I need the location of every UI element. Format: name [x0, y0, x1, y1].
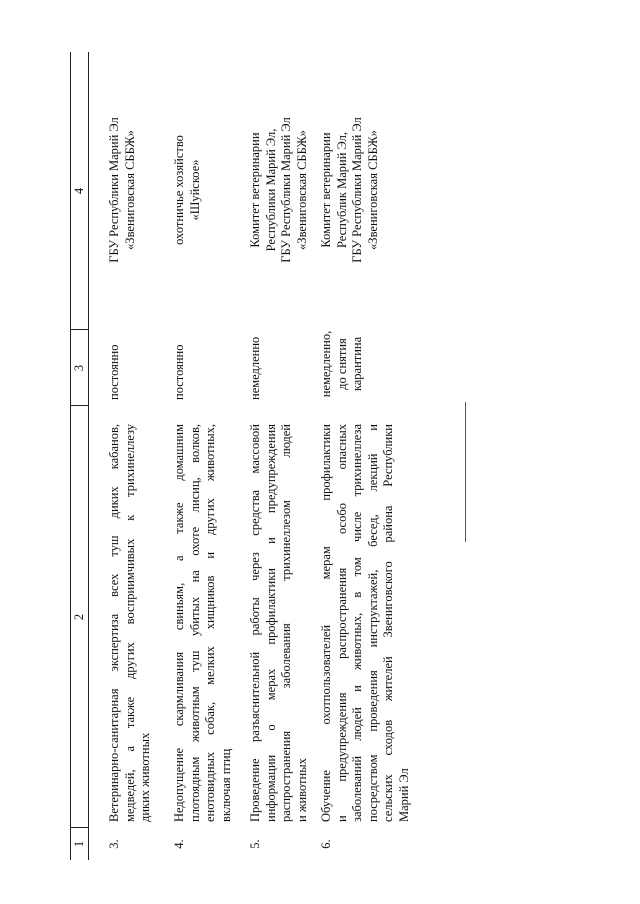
measure-text: Ветеринарно-санитарная экспертиза всех туш диких кабанов, медведей, а также других восприимчивых к трихинеллезу диких животных	[107, 424, 152, 822]
deadline-text: постоянно	[107, 344, 121, 400]
responsible-text: Комитет ветеринарии Республик Марий Эл, ГБУ Республики Марий Эл «Звениговская СББЖ»	[319, 117, 380, 263]
header-col-2: 2	[72, 613, 86, 621]
measure-text: Обучение охотпользователей мерам профилактики и предупреждения распространения особо опасных заболеваний людей и животных, в том числе трихинеллеза посредством проведения инструктажей, бесед, лекций и сельских сходов жителей Звениговского района Республики Марий Эл	[319, 424, 411, 822]
row-number: 4.	[172, 839, 186, 849]
row-number: 6.	[319, 839, 333, 849]
header-col-3: 3	[72, 364, 86, 372]
responsible-text: Комитет ветеринарии Республики Марий Эл, ГБУ Республики Марий Эл «Звениговская СББЖ»	[248, 117, 309, 263]
measure-text: Проведение разъяснительной работы через средства массовой информации о мерах профилактики и предупреждения распространения заболевания трихинеллезом людей и животных	[248, 424, 309, 822]
header-col-4: 4	[72, 187, 86, 195]
footer-separator-line	[465, 402, 466, 542]
header-col-1: 1	[72, 840, 86, 848]
measure-text: Недопущение скармливания свиньям, а также домашним плотоядным животным туш убитых на охоте лисиц, волков, енотовидных собак, мелких хищников и других животных, включая птиц	[172, 424, 233, 822]
header-bottom-border	[88, 52, 89, 860]
row-number: 5.	[248, 839, 262, 849]
row-number: 3.	[107, 839, 121, 849]
deadline-text: постоянно	[172, 344, 186, 400]
measures-table	[70, 52, 640, 860]
rotated-page-content	[70, 52, 640, 860]
deadline-text: немедленно	[248, 336, 262, 400]
responsible-text: ГБУ Республики Марий Эл «Звениговская СББЖ»	[107, 117, 137, 263]
responsible-text: охотничье хозяйство «Шуйское»	[172, 135, 202, 245]
deadline-text: немедленно, до снятия карантина	[319, 330, 364, 398]
